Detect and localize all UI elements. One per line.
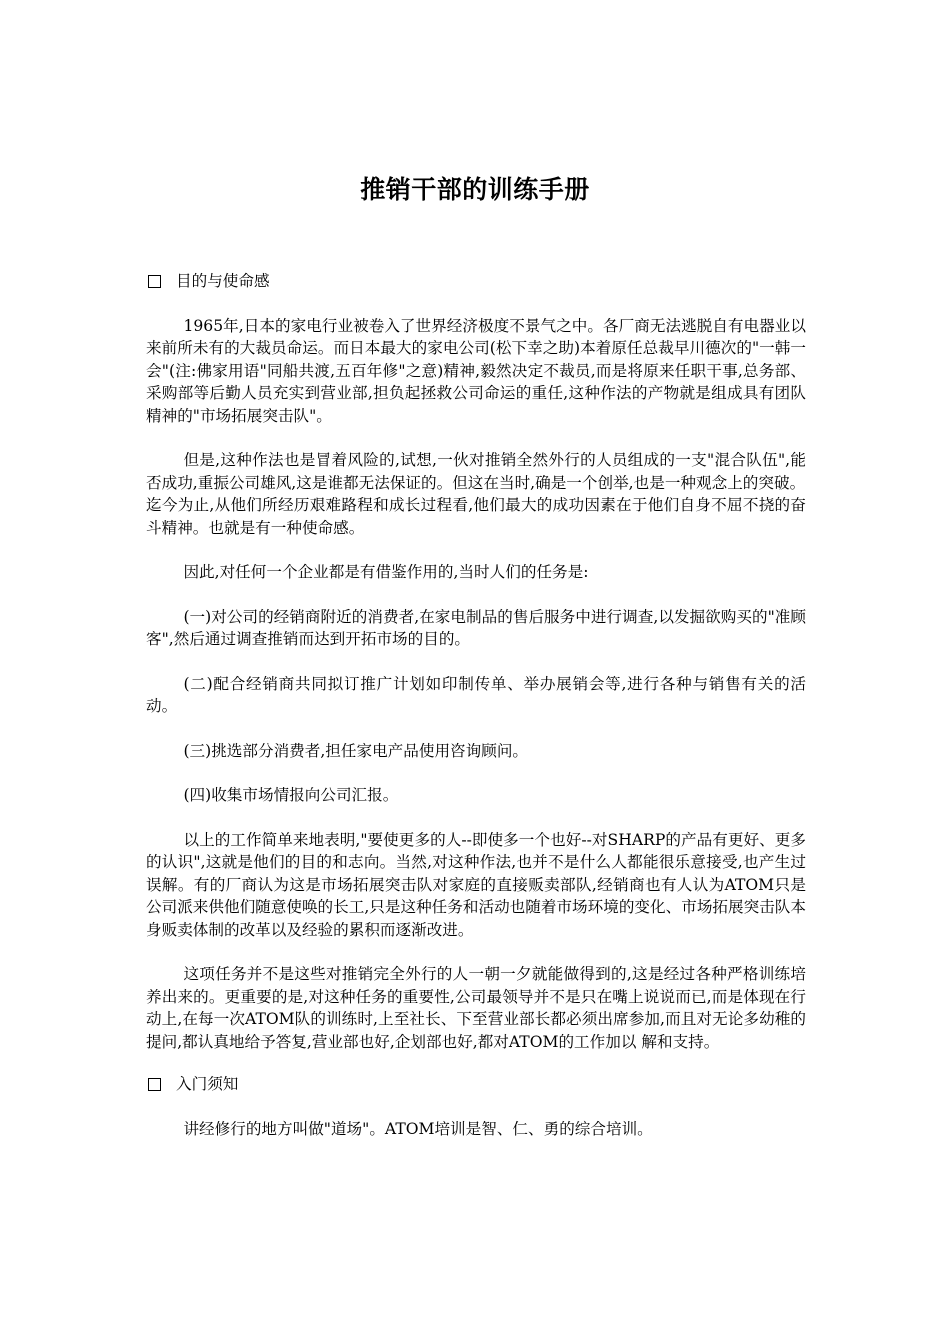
paragraph: 1965年,日本的家电行业被卷入了世界经济极度不景气之中。各厂商无法逃脱自有电器业以来前所未有的大裁员命运。而日本最大的家电公司(松下幸之助)本着原任总裁早川德次的"一韩一会"(注:佛家用语"同船共渡,五百年修"之意)精神,毅然决定不裁员,而是将原来任职干事,总务部、采购部等后勤人员充实到营业部,担负起拯救公司命运的重任,这种作法的产物就是组成具有团队精神的"市场拓展突击队"。 — [146, 316, 806, 425]
paragraph: 以上的工作简单来地表明,"要使更多的人--即使多一个也好--对SHARP的产品有更好、更多的认识",这就是他们的目的和志向。当然,对这种作法,也并不是什么人都能很乐意接受,也产生过误解。有的厂商认为这是市场拓展突击队对家庭的直接贩卖部队,经销商也有人认为ATOM只是公司派来供他们随意使唤的长工,只是这种任务和活动也随着市场环境的变化、市场拓展突击队本身贩卖体制的改革以及经验的累积而逐渐改进。 — [146, 830, 806, 939]
document-body — [146, 270, 806, 1140]
section-heading-text: 入门须知 — [176, 1075, 239, 1093]
section-heading-text: 目的与使命感 — [176, 272, 270, 290]
paragraph: 因此,对任何一个企业都是有借鉴作用的,当时人们的任务是: — [183, 563, 589, 581]
document-title: 推销干部的训练手册 — [360, 175, 590, 204]
section-heading-purpose — [146, 270, 806, 293]
paragraph: 这项任务并不是这些对推销完全外行的人一朝一夕就能做得到的,这是经过各种严格训练培养出来的。更重要的是,对这种任务的重要性,公司最领导并不是只在嘴上说说而已,而是体现在行动上,在每一次ATOM队的训练时,上至社长、下至营业部长都必须出席参加,而且对无论多幼稚的提问,都认真地给予答复,营业部也好,企划部也好,都对ATOM的工作加以 解和支持。 — [146, 965, 806, 1051]
paragraph: 讲经修行的地方叫做"道场"。ATOM培训是智、仁、勇的综合培训。 — [183, 1119, 653, 1138]
checkbox-icon — [148, 1078, 161, 1091]
paragraph: 迄今为止,从他们所经历艰难路程和成长过程看,他们最大的成功因素在于他们自身不屈不挠的奋斗精神。也就是有一种使命感。 — [146, 496, 806, 537]
paragraph: (二)配合经销商共同拟订推广计划如印制传单、举办展销会等,进行各种与销售有关的活动。 — [146, 674, 806, 715]
paragraph: (一)对公司的经销商附近的消费者,在家电制品的售后服务中进行调查,以发掘欲购买的"准顾客",然后通过调查推销而达到开拓市场的目的。 — [146, 607, 806, 648]
paragraph: (四)收集市场情报向公司汇报。 — [183, 786, 399, 804]
paragraph: (三)挑选部分消费者,担任家电产品使用咨询顾问。 — [183, 741, 529, 760]
paragraph: 但是,这种作法也是冒着风险的,试想,一伙对推销全然外行的人员组成的一支"混合队伍",能否成功,重振公司雄风,这是谁都无法保证的。但这在当时,确是一个创举,也是一种观念上的突破。 — [146, 451, 806, 492]
checkbox-icon — [148, 275, 161, 288]
section-heading-intro — [146, 1073, 806, 1096]
